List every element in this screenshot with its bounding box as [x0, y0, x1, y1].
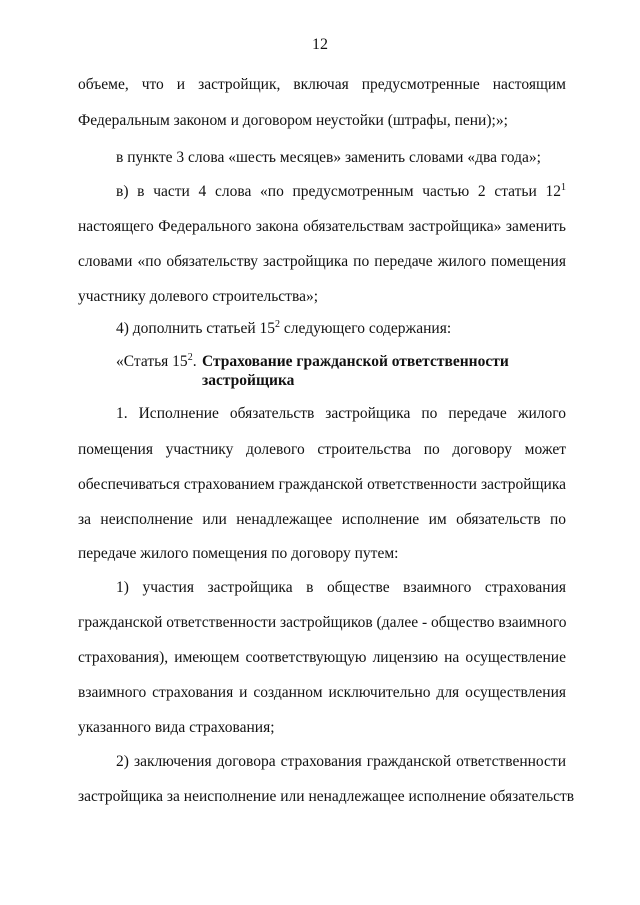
paragraph-line: настоящего Федерального закона обязательствам застройщика» заменить [78, 218, 566, 235]
paragraph-line: гражданской ответственности застройщиков (далее - общество взаимного [78, 614, 567, 631]
paragraph-line: участнику долевого строительства»; [78, 288, 319, 305]
paragraph-line: обеспечиваться страхованием гражданской ответственности застройщика [78, 476, 566, 493]
paragraph-line: 1. Исполнение обязательств застройщика по передаче жилого [116, 405, 566, 422]
article-label-text: . [192, 353, 197, 370]
article-heading-line: Страхование гражданской ответственности [202, 353, 509, 370]
superscript: 2 [187, 351, 193, 363]
article-heading [202, 352, 509, 390]
paragraph-line: застройщика за неисполнение или ненадлежащее исполнение обязательств [78, 788, 575, 805]
article-heading-line: застройщика [202, 372, 295, 389]
paragraph-line: в пункте 3 слова «шесть месяцев» заменить словами «два года»; [116, 149, 541, 166]
paragraph-line: 2) заключения договора страхования гражданской ответственности [116, 753, 566, 770]
paragraph-line: страхования), имеющем соответствующую лицензию на осуществление [78, 649, 566, 666]
paragraph-line: указанного вида страхования; [78, 719, 275, 736]
paragraph-line: за неисполнение или ненадлежащее исполнение им обязательств по [78, 511, 566, 528]
paragraph-line: объеме, что и застройщик, включая предусмотренные настоящим [78, 76, 566, 93]
page-number: 12 [312, 36, 328, 53]
paragraph-line: помещения участнику долевого строительства по договору может [78, 441, 566, 458]
paragraph-text: следующего содержания: [280, 320, 452, 337]
superscript: 1 [561, 181, 566, 193]
superscript: 2 [275, 318, 281, 330]
paragraph-line: передаче жилого помещения по договору путем: [78, 545, 399, 562]
paragraph-text: 4) дополнить статьей 15 [116, 320, 276, 337]
paragraph-line: 1) участия застройщика в обществе взаимного страхования [116, 579, 566, 596]
paragraph-text: в) в части 4 слова «по предусмотренным частью 2 статьи 12 [116, 183, 561, 200]
paragraph-line: Федеральным законом и договором неустойки (штрафы, пени);»; [78, 112, 508, 129]
paragraph-line [116, 319, 566, 339]
paragraph-line [116, 182, 566, 202]
paragraph-line: взаимного страхования и созданном исключительно для осуществления [78, 684, 566, 701]
paragraph-line: словами «по обязательству застройщика по передаче жилого помещения [78, 253, 566, 270]
article-label-text: «Статья 15 [116, 353, 188, 370]
article-label [116, 352, 197, 371]
